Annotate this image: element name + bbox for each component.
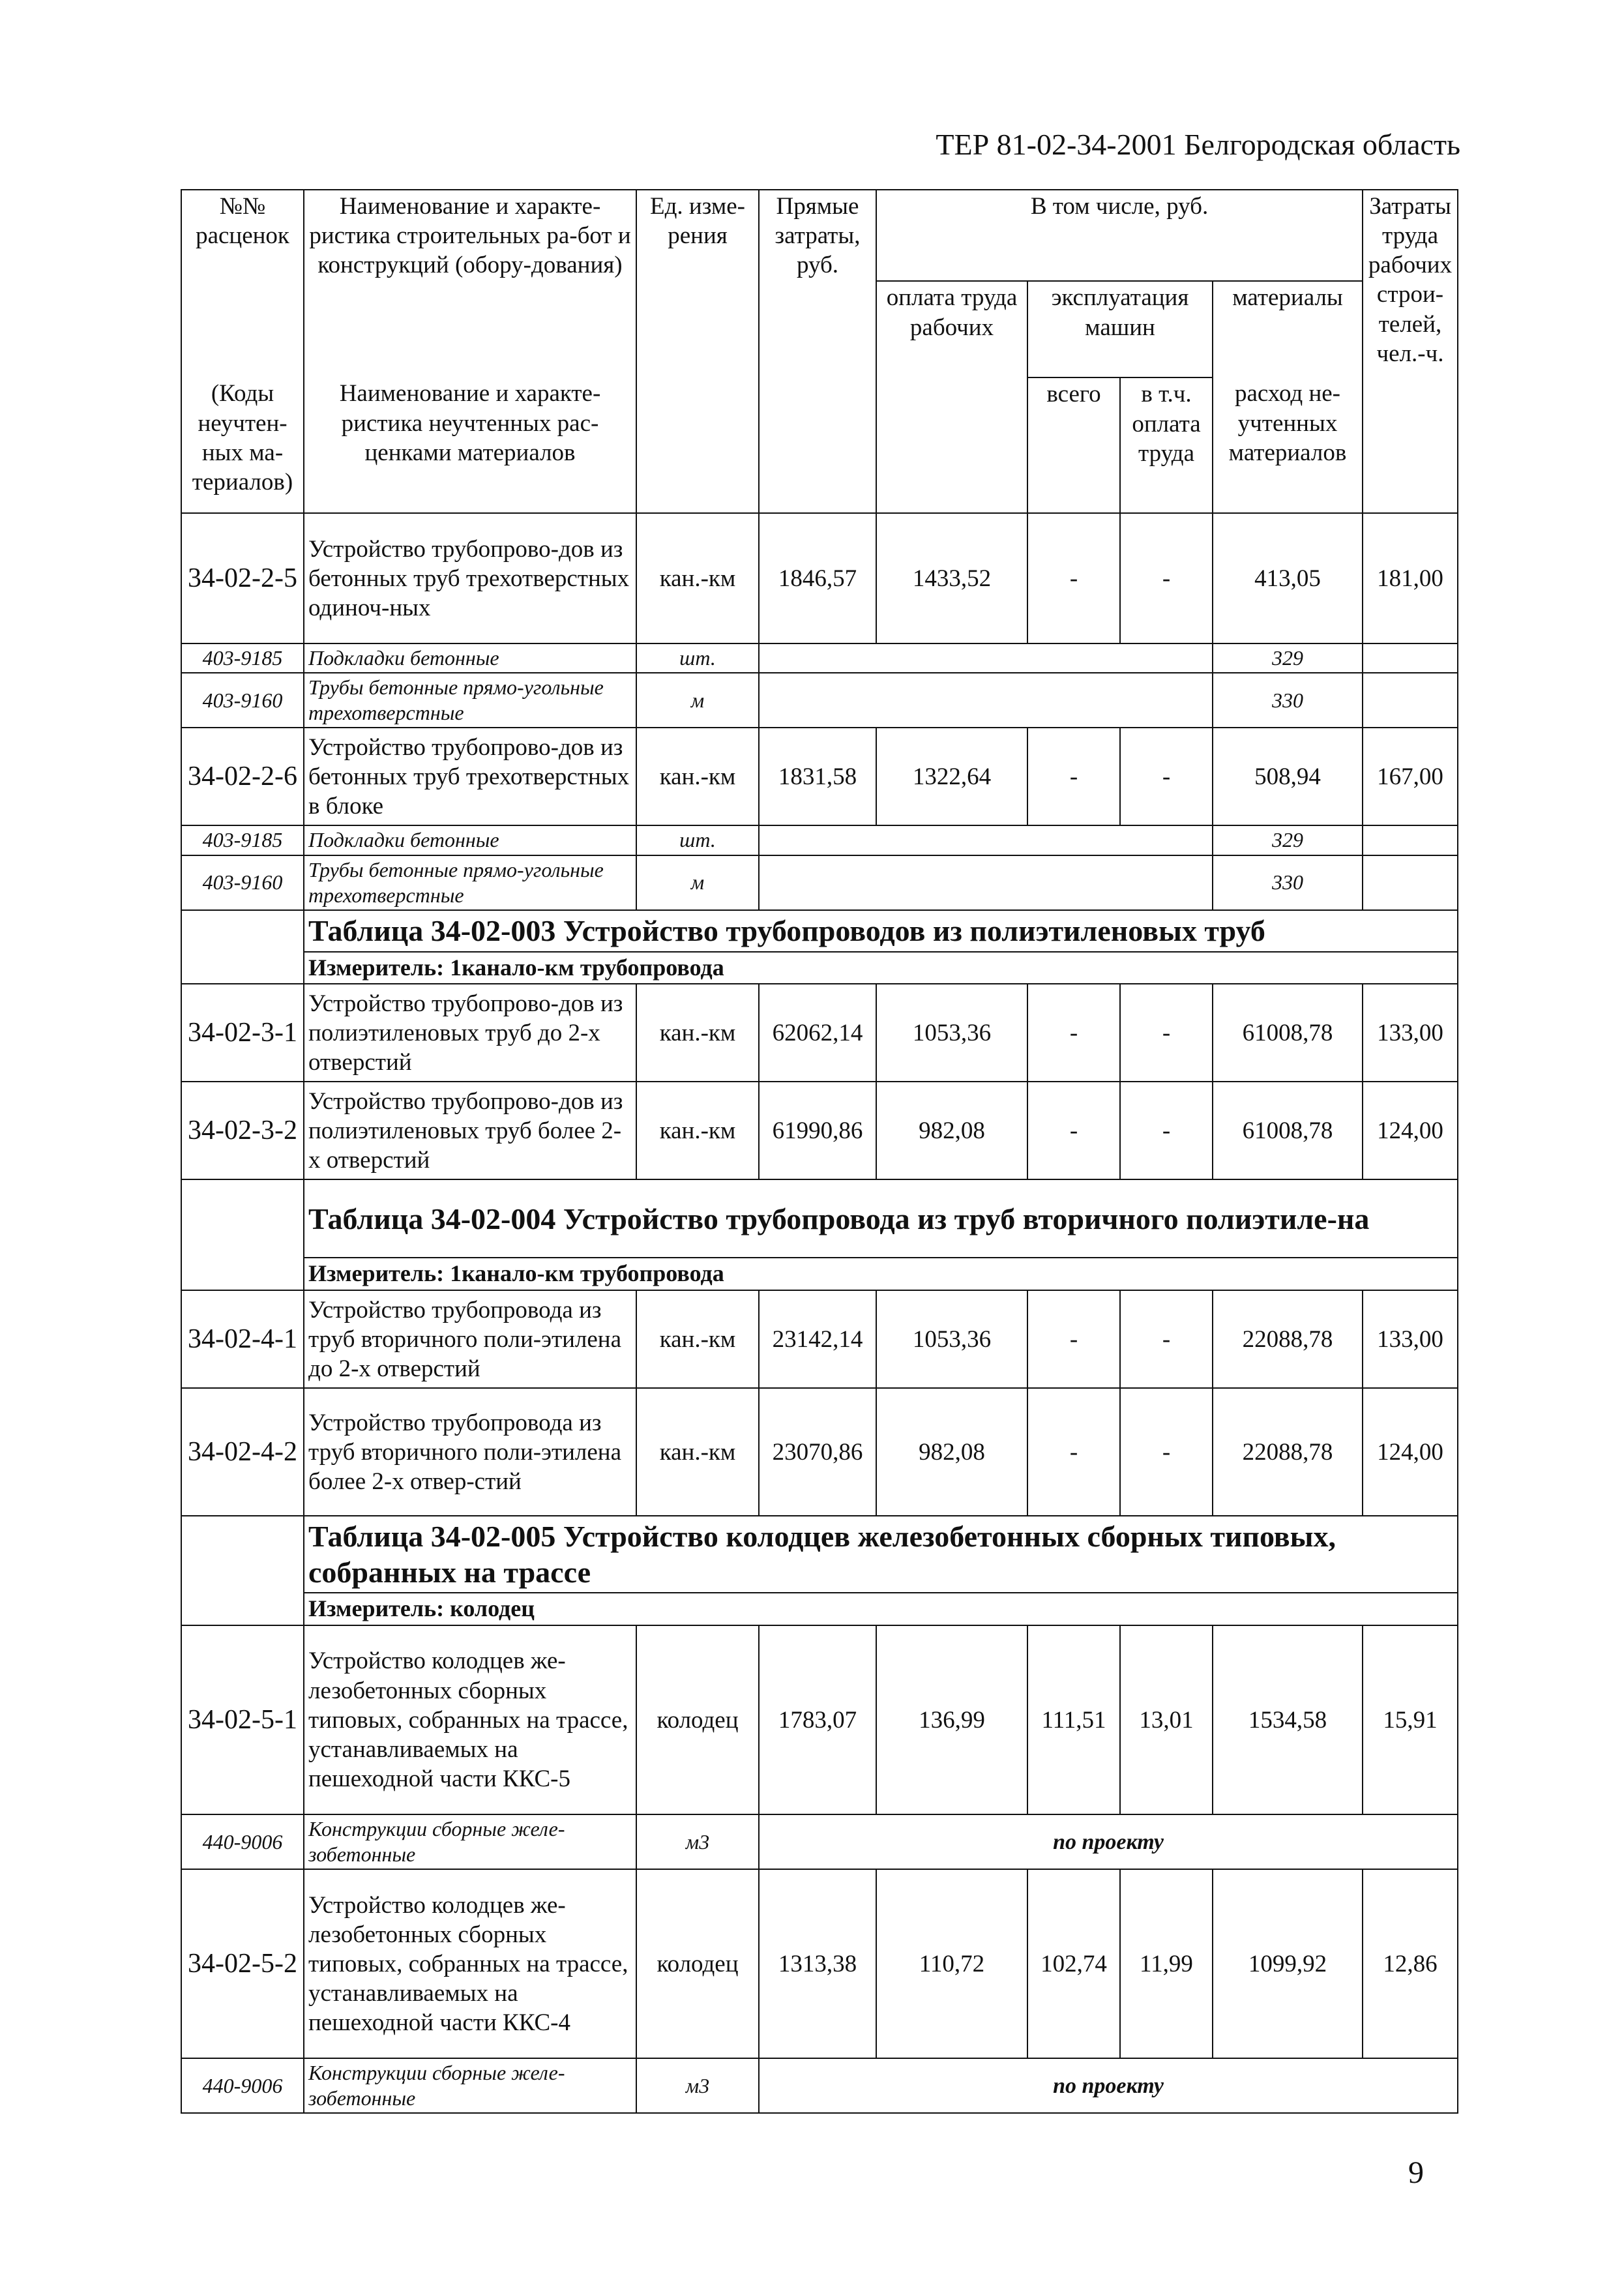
col-header-unaccounted: расход не-учтенных материалов: [1213, 377, 1363, 513]
material-row: 403-9160 Трубы бетонные прямо-угольные трехотверстные м 330: [181, 673, 1458, 728]
col-header-incl: В том числе, руб.: [876, 190, 1363, 281]
col-header-unit: Ед. изме-рения: [636, 190, 759, 513]
section-title: Таблица 34-02-005 Устройство колодцев железобетонных сборных типовых, собранных на трассе: [304, 1516, 1458, 1593]
table-row: 34-02-4-2 Устройство трубопровода из труб вторичного поли-этилена более 2-х отвер-стий кан.-км 23070,86 982,08 - - 22088,78 124,00: [181, 1388, 1458, 1516]
table-row: 34-02-2-5 Устройство трубопрово-дов из бетонных труб трехотверстных одиноч-ных кан.-км 1846,57 1433,52 - - 413,05 181,00: [181, 513, 1458, 643]
col-header-name-sub: Наименование и характе-ристика неучтенных рас-ценками материалов: [304, 377, 636, 513]
section-measure: Измеритель: 1канало-км трубопровода: [304, 952, 1458, 984]
col-header-materials: материалы: [1213, 281, 1363, 377]
col-header-machines: эксплуатация машин: [1027, 281, 1213, 377]
section-measure: Измеритель: колодец: [304, 1593, 1458, 1625]
section-title-row: [181, 1179, 1458, 1258]
col-header-num: №№ расценок: [181, 190, 304, 281]
page-header: ТЕР 81-02-34-2001 Белгородская область: [936, 128, 1460, 161]
table-row: 34-02-5-1 Устройство колодцев же-лезобетонных сборных типовых, собранных на трассе, устанавливаемых на пешеходной части ККС-5 колодец 1783,07 136,99 111,51 13,01 1534,58 15,91: [181, 1625, 1458, 1814]
page-number: 9: [1408, 2155, 1424, 2190]
col-header-incl-pay: в т.ч. оплата труда: [1120, 377, 1213, 513]
col-header-name: Наименование и характе-ристика строительных ра-бот и конструкций (обору-дования): [304, 190, 636, 281]
rates-table: [181, 189, 1458, 2114]
section-title: Таблица 34-02-003 Устройство трубопроводов из полиэтиленовых труб: [304, 910, 1458, 952]
col-header-labor-pay: оплата труда рабочих: [876, 281, 1027, 513]
col-header-total: всего: [1027, 377, 1120, 513]
material-row: 440-9006 Конструкции сборные желе-зобетонные м3 по проекту: [181, 1814, 1458, 1869]
table-row: 34-02-4-1 Устройство трубопровода из труб вторичного поли-этилена до 2-х отверстий кан.-км 23142,14 1053,36 - - 22088,78 133,00: [181, 1290, 1458, 1388]
material-row: 440-9006 Конструкции сборные желе-зобетонные м3 по проекту: [181, 2058, 1458, 2113]
section-title-row: [181, 910, 1458, 952]
col-header-labor: Затраты труда рабочих строи-телей, чел.-ч.: [1363, 190, 1458, 513]
section-title-row: [181, 1516, 1458, 1593]
section-measure-row: [181, 952, 1458, 984]
table-row: 34-02-5-2 Устройство колодцев же-лезобетонных сборных типовых, собранных на трассе, устанавливаемых на пешеходной части ККС-4 колодец 1313,38 110,72 102,74 11,99 1099,92 12,86: [181, 1869, 1458, 2058]
table-row: 34-02-2-6 Устройство трубопрово-дов из бетонных труб трехотверстных в блоке кан.-км 1831,58 1322,64 - - 508,94 167,00: [181, 728, 1458, 825]
section-title: Таблица 34-02-004 Устройство трубопровода из труб вторичного полиэтиле-на: [304, 1179, 1458, 1258]
col-header-num-sub: (Коды неучтен-ных ма-териалов): [181, 377, 304, 513]
material-row: 403-9185 Подкладки бетонные шт. 329: [181, 825, 1458, 855]
table-row: 34-02-3-2 Устройство трубопрово-дов из полиэтиленовых труб более 2-х отверстий кан.-км 61990,86 982,08 - - 61008,78 124,00: [181, 1082, 1458, 1179]
col-header-direct: Прямые затраты, руб.: [759, 190, 876, 513]
material-row: 403-9185 Подкладки бетонные шт. 329: [181, 643, 1458, 673]
material-row: 403-9160 Трубы бетонные прямо-угольные трехотверстные м 330: [181, 855, 1458, 910]
section-measure-row: [181, 1258, 1458, 1290]
section-measure: Измеритель: 1канало-км трубопровода: [304, 1258, 1458, 1290]
section-measure-row: [181, 1593, 1458, 1625]
table-row: 34-02-3-1 Устройство трубопрово-дов из полиэтиленовых труб до 2-х отверстий кан.-км 62062,14 1053,36 - - 61008,78 133,00: [181, 984, 1458, 1082]
